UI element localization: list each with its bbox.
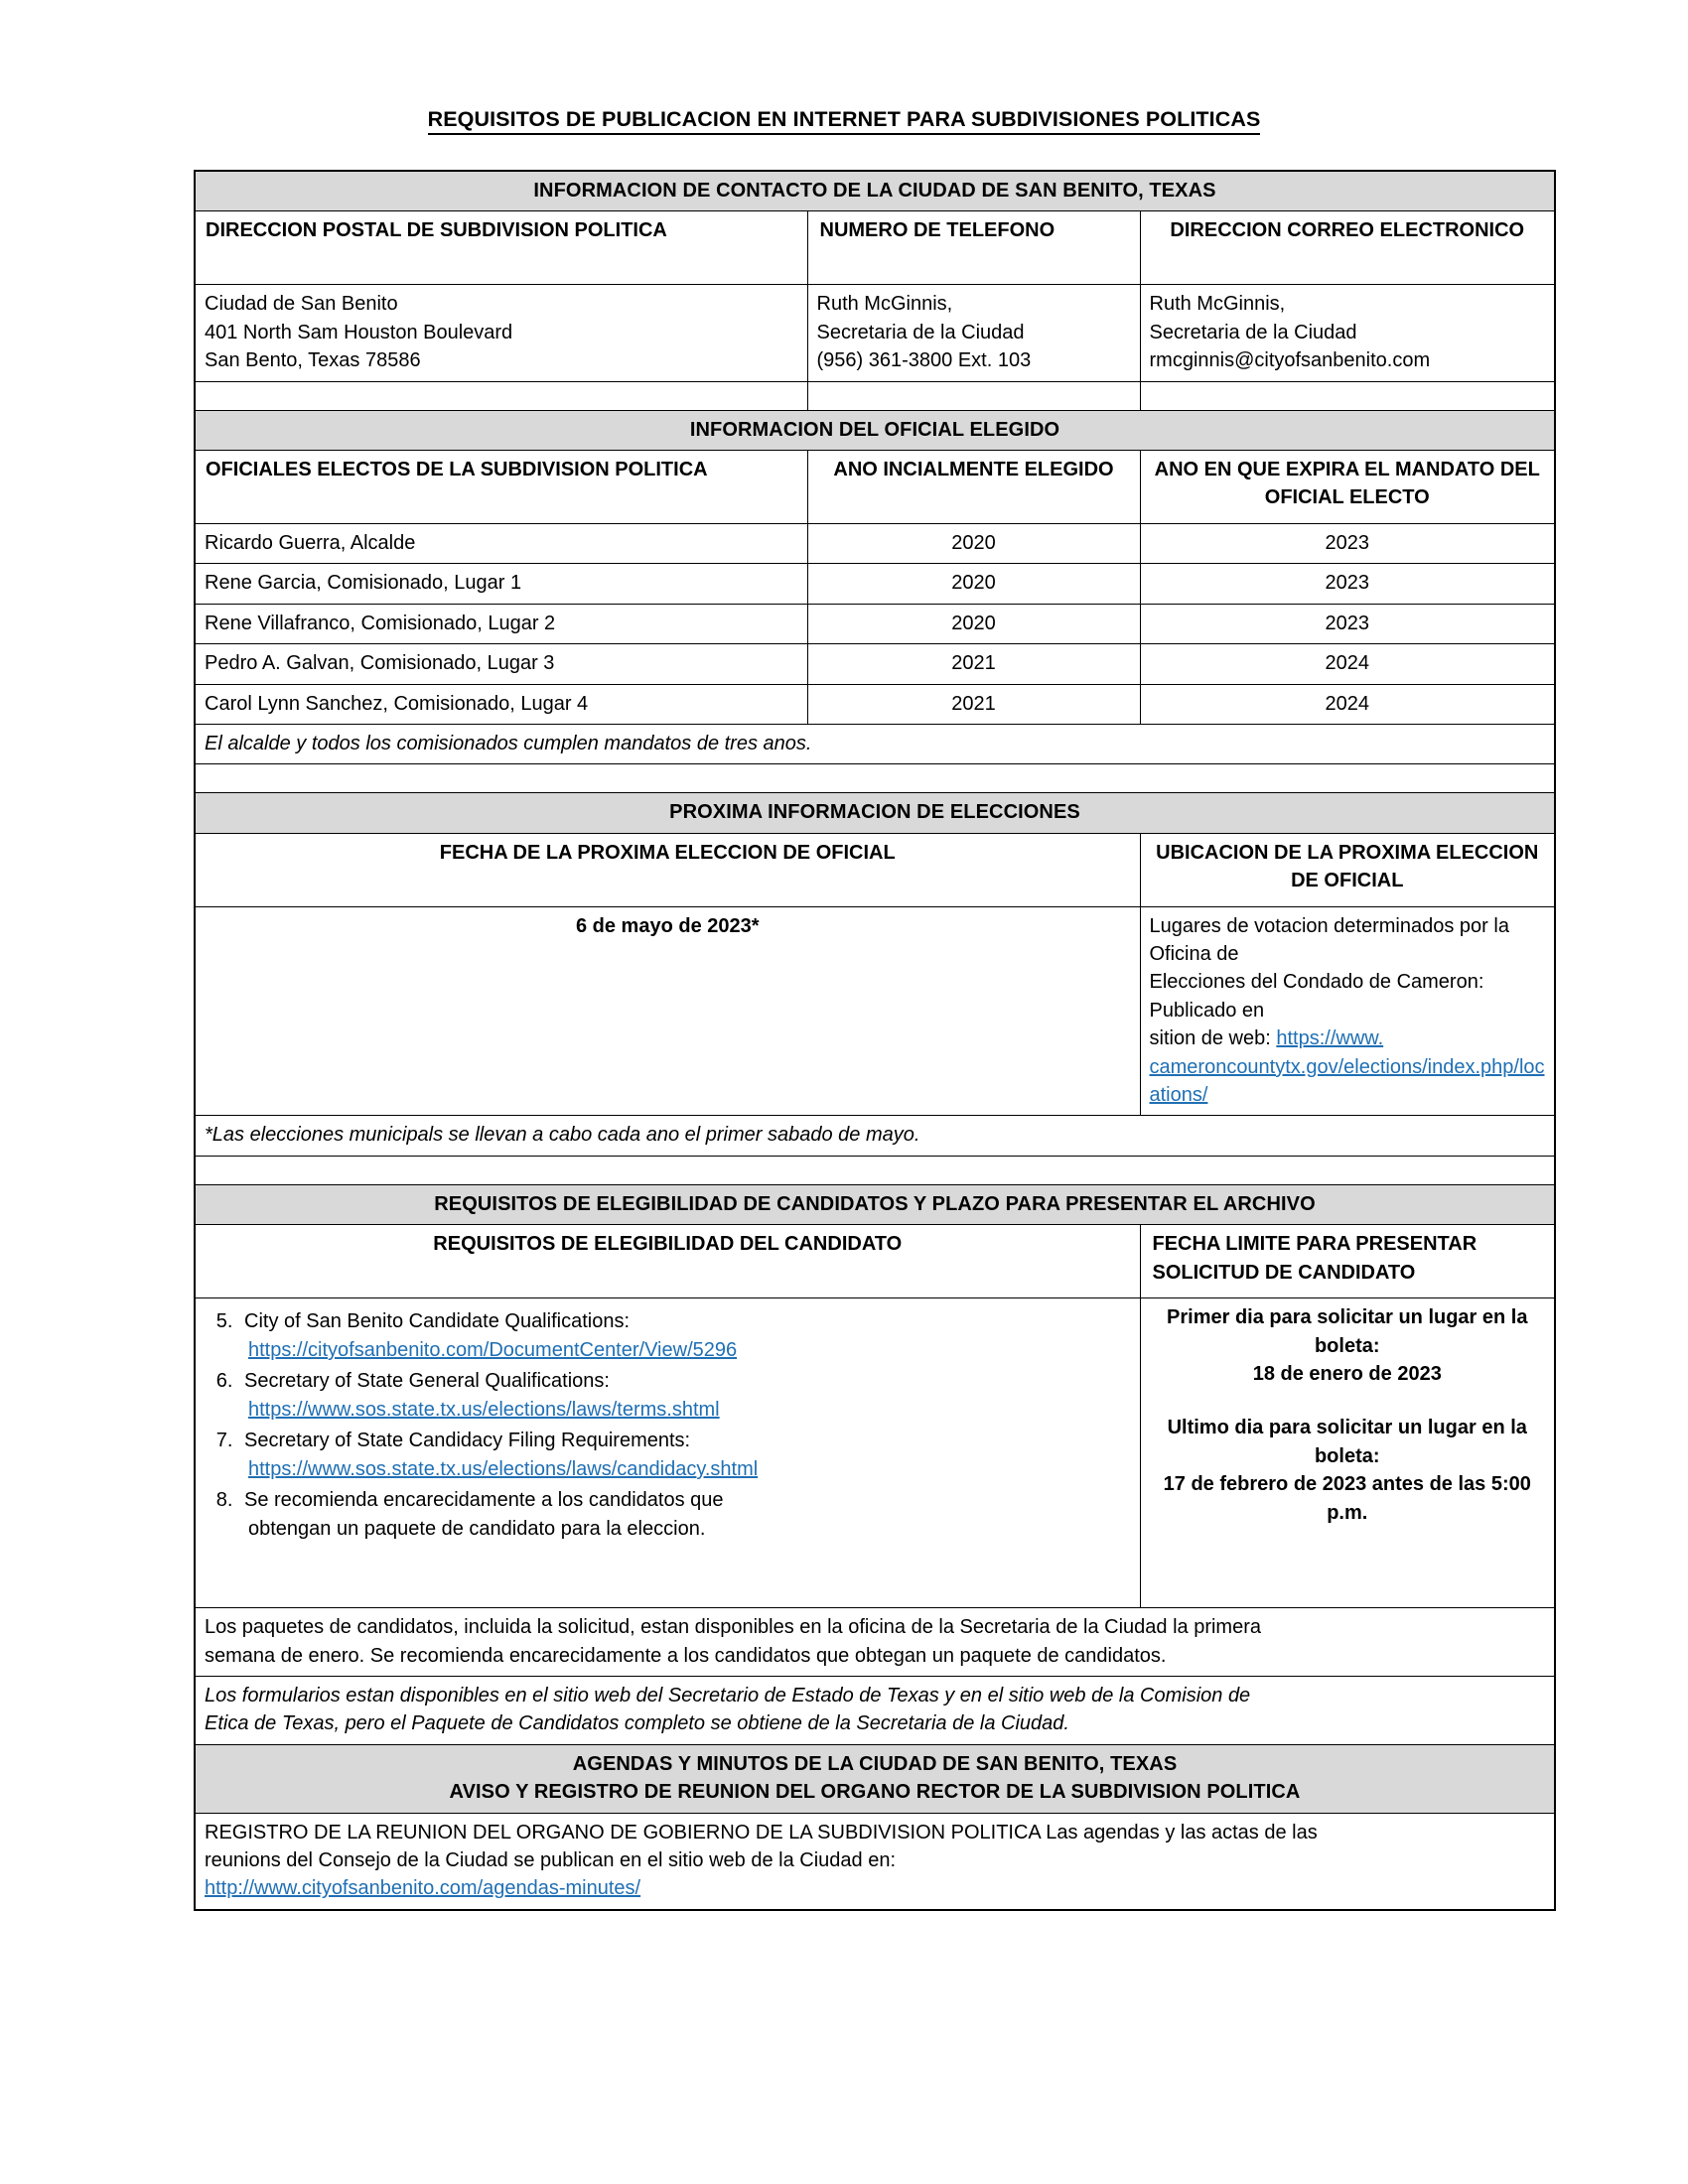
officials-term-note: El alcalde y todos los comisionados cumplen mandatos de tres anos. (195, 724, 1555, 763)
header-term-expires (1140, 450, 1555, 523)
spacer-cell (807, 381, 1140, 410)
official-year-elected: 2021 (807, 684, 1140, 724)
agendas-heading-line2: AVISO Y REGISTRO DE REUNION DEL ORGANO RECTOR DE LA SUBDIVISION POLITICA (449, 1781, 1301, 1804)
header-official-name: OFICIALES ELECTOS DE LA SUBDIVISION POLITICA (195, 450, 807, 523)
candidate-packets-note (195, 1608, 1555, 1677)
official-term-expires: 2023 (1140, 564, 1555, 604)
official-year-elected: 2021 (807, 644, 1140, 684)
phone-contact-name: Ruth McGinnis, (816, 293, 953, 316)
header-filing-deadline-line2: CANDIDATO (1298, 1261, 1416, 1284)
agendas-body-line1: REGISTRO DE LA REUNION DEL ORGANO DE GOBIERNO DE LA SUBDIVISION POLITICA Las agendas y las actas de las (205, 1821, 1318, 1843)
official-name: Rene Villafranco, Comisionado, Lugar 2 (195, 604, 807, 643)
header-filing-deadline (1140, 1225, 1555, 1298)
location-text-line1: Lugares de votacion determinados por la Oficina de (1149, 914, 1509, 966)
official-name: Pedro A. Galvan, Comisionado, Lugar 3 (195, 644, 807, 684)
election-date-value: 6 de mayo de 2023* (195, 906, 1140, 1116)
qualification-text: Secretary of State Candidacy Filing Requirements: (244, 1430, 691, 1452)
table-row (195, 644, 1555, 684)
forms-note-row (195, 1676, 1555, 1744)
table-row (195, 684, 1555, 724)
list-item (238, 1486, 1131, 1544)
spacer-cell (195, 1156, 1555, 1184)
official-year-elected: 2020 (807, 564, 1140, 604)
qualification-text: City of San Benito Candidate Qualifications: (244, 1310, 630, 1333)
header-election-location: UBICACION DE LA PROXIMA ELECCION DE OFICIAL (1140, 833, 1555, 906)
officials-column-headers-row (195, 450, 1555, 523)
phone-value (807, 285, 1140, 381)
elections-section-header-row (195, 793, 1555, 833)
agendas-body-line2: reunions del Consejo de la Ciudad se publican en el sitio web de la Ciudad en: (205, 1848, 897, 1871)
officials-section-heading: INFORMACION DEL OFICIAL ELEGIDO (195, 410, 1555, 450)
election-location-value (1140, 906, 1555, 1116)
list-item (238, 1367, 1131, 1425)
list-item (238, 1307, 1131, 1365)
first-day-label: Primer dia para solicitar un lugar en la boleta: (1167, 1306, 1528, 1357)
table-row (195, 523, 1555, 563)
agendas-section-header-row (195, 1744, 1555, 1813)
table-row (195, 604, 1555, 643)
deadline-gap (1150, 1388, 1546, 1414)
elections-values-row (195, 906, 1555, 1116)
first-day-value: 18 de enero de 2023 (1252, 1362, 1442, 1385)
officials-section-header-row (195, 410, 1555, 450)
header-year-elected: ANO INCIALMENTE ELEGIDO (807, 450, 1140, 523)
candidate-values-row (195, 1298, 1555, 1608)
agendas-minutes-link[interactable]: http://www.cityofsanbenito.com/agendas-minutes/ (205, 1877, 641, 1900)
candidate-qualifications-list (205, 1307, 1131, 1544)
cameron-county-link-part1[interactable]: https://www. (1276, 1027, 1384, 1050)
phone-contact-title: Secretaria de la Ciudad (816, 321, 1025, 343)
contact-section-heading: INFORMACION DE CONTACTO DE LA CIUDAD DE SAN BENITO, TEXAS (195, 171, 1555, 211)
main-table (194, 170, 1556, 1911)
official-name: Ricardo Guerra, Alcalde (195, 523, 807, 563)
candidate-forms-note (195, 1676, 1555, 1744)
spacer-cell (195, 381, 807, 410)
elections-section-heading: PROXIMA INFORMACION DE ELECCIONES (195, 793, 1555, 833)
forms-note-line1: Los formularios estan disponibles en el sitio web del Secretario de Estado de Texas y en el sitio web de la Comision de (205, 1684, 1251, 1706)
header-term-expires-line2: MANDATO DEL OFICIAL ELECTO (1264, 458, 1540, 509)
address-line-2: 401 North Sam Houston Boulevard (205, 321, 513, 343)
qualification-link[interactable]: https://cityofsanbenito.com/DocumentCenter/View/5296 (248, 1339, 738, 1362)
official-name: Rene Garcia, Comisionado, Lugar 1 (195, 564, 807, 604)
packets-note-line2: semana de enero. Se recomienda encarecidamente a los candidatos que obtegan un paquete de candidatos. (205, 1644, 1167, 1667)
agendas-section-heading (195, 1744, 1555, 1813)
qualification-link[interactable]: https://www.sos.state.tx.us/elections/laws/terms.shtml (248, 1399, 720, 1422)
elections-footnote: *Las elecciones municipals se llevan a cabo cada ano el primer sabado de mayo. (195, 1116, 1555, 1156)
last-day-value: 17 de febrero de 2023 antes de las 5:00 p.m. (1163, 1473, 1531, 1524)
header-candidate-requirements: REQUISITOS DE ELEGIBILIDAD DEL CANDIDATO (195, 1225, 1140, 1298)
location-text-line3: sition de web: (1149, 1027, 1277, 1050)
page-title (0, 0, 1688, 132)
candidate-section-heading: REQUISITOS DE ELEGIBILIDAD DE CANDIDATOS Y PLAZO PARA PRESENTAR EL ARCHIVO (195, 1184, 1555, 1224)
email-contact-name: Ruth McGinnis, (1149, 293, 1286, 316)
spacer-row-2 (195, 764, 1555, 793)
forms-note-line2: Etica de Texas, pero el Paquete de Candidatos completo se obtiene de la Secretaria de la Ciudad. (205, 1712, 1069, 1735)
header-term-expires-line1: ANO EN QUE EXPIRA EL (1154, 458, 1390, 480)
packets-note-row (195, 1608, 1555, 1677)
header-filing-deadline-line1: FECHA LIMITE PARA PRESENTAR SOLICITUD DE (1152, 1233, 1477, 1284)
spacer-row-1 (195, 381, 1555, 410)
phone-number-value: (956) 361-3800 Ext. 103 (816, 349, 1032, 372)
header-email-address (1140, 211, 1555, 285)
packets-note-line1: Los paquetes de candidatos, incluida la solicitud, estan disponibles en la oficina de la Secretaria de la Ciudad la primera (205, 1616, 1261, 1639)
spacer-row-3 (195, 1156, 1555, 1184)
qualification-text: Secretary of State General Qualifications: (244, 1370, 610, 1393)
address-line-1: Ciudad de San Benito (205, 293, 398, 316)
email-contact-title: Secretaria de la Ciudad (1149, 321, 1357, 343)
qualification-text-line2: obtengan un paquete de candidato para la eleccion. (248, 1518, 706, 1541)
cameron-county-link-part2[interactable]: cameroncountytx.gov/elections/index.php/locations/ (1149, 1055, 1545, 1107)
official-term-expires: 2024 (1140, 644, 1555, 684)
header-email-line2: ELECTRONICO (1379, 219, 1525, 242)
elections-footnote-row (195, 1116, 1555, 1156)
official-term-expires: 2023 (1140, 523, 1555, 563)
candidate-requirements-list-cell (195, 1298, 1140, 1608)
official-term-expires: 2023 (1140, 604, 1555, 643)
list-item (238, 1427, 1131, 1484)
page-title-text: REQUISITOS DE PUBLICACION EN INTERNET PARA SUBDIVISIONES POLITICAS (428, 107, 1261, 135)
elections-column-headers-row (195, 833, 1555, 906)
contact-section-header-row (195, 171, 1555, 211)
last-day-label: Ultimo dia para solicitar un lugar en la boleta: (1167, 1417, 1527, 1467)
agendas-body (195, 1813, 1555, 1910)
spacer-cell (195, 764, 1555, 793)
email-value (1140, 285, 1555, 381)
location-text-line2: Elecciones del Condado de Cameron: Publicado en (1149, 971, 1484, 1022)
official-term-expires: 2024 (1140, 684, 1555, 724)
header-email-line1: DIRECCION CORREO (1170, 219, 1374, 242)
official-year-elected: 2020 (807, 523, 1140, 563)
spacer-cell (1140, 381, 1555, 410)
qualification-link[interactable]: https://www.sos.state.tx.us/elections/laws/candidacy.shtml (248, 1458, 759, 1481)
header-election-date: FECHA DE LA PROXIMA ELECCION DE OFICIAL (195, 833, 1140, 906)
official-name: Carol Lynn Sanchez, Comisionado, Lugar 4 (195, 684, 807, 724)
qualification-text: Se recomienda encarecidamente a los candidatos que (244, 1489, 724, 1512)
email-address-value: rmcginnis@cityofsanbenito.com (1149, 349, 1431, 372)
header-postal-address: DIRECCION POSTAL DE SUBDIVISION POLITICA (195, 211, 807, 285)
contact-values-row (195, 285, 1555, 381)
address-line-3: San Bento, Texas 78586 (205, 349, 421, 372)
table-row (195, 564, 1555, 604)
candidate-column-headers-row (195, 1225, 1555, 1298)
postal-address-value (195, 285, 807, 381)
candidate-section-header-row (195, 1184, 1555, 1224)
header-phone-number: NUMERO DE TELEFONO (807, 211, 1140, 285)
contact-column-headers-row (195, 211, 1555, 285)
official-year-elected: 2020 (807, 604, 1140, 643)
location-text-line3-wrap (1150, 1024, 1546, 1052)
agendas-heading-line1: AGENDAS Y MINUTOS DE LA CIUDAD DE SAN BENITO, TEXAS (572, 1752, 1178, 1775)
agendas-body-row (195, 1813, 1555, 1910)
officials-note-row (195, 724, 1555, 763)
filing-deadline-value (1140, 1298, 1555, 1608)
